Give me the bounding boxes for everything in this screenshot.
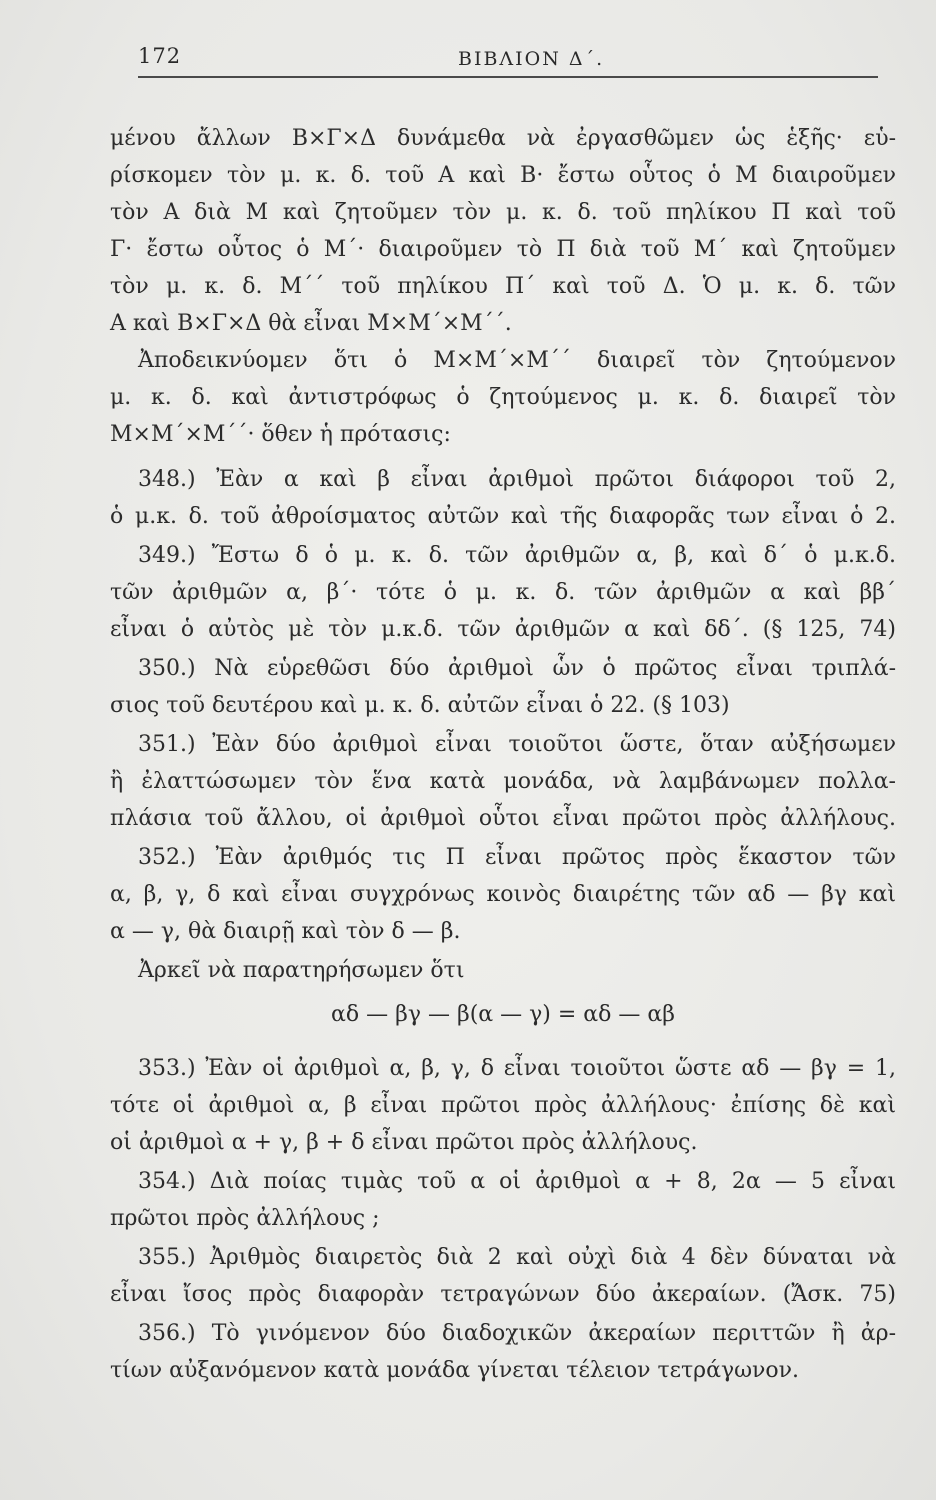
text-line: ρίσκομεν τὸν μ. κ. δ. τοῦ Α καὶ Β· ἔστω οὗτος ὁ Μ διαιροῦμεν: [110, 163, 896, 188]
exercise-353: 353.) Ἐὰν οἱ ἀριθμοὶ α, β, γ, δ εἶναι τοιοῦτοι ὥστε αδ — βγ = 1,: [138, 1056, 896, 1081]
text-line: τὸν Α διὰ Μ καὶ ζητοῦμεν τὸν μ. κ. δ. τοῦ πηλίκου Π καὶ τοῦ: [110, 200, 896, 225]
text-line: πρῶτοι πρὸς ἀλλήλους ;: [110, 1206, 380, 1231]
text-line: εἶναι ἴσος πρὸς διαφορὰν τετραγώνων δύο ἀκεραίων. (Ἄσκ. 75): [110, 1282, 896, 1307]
text-line: τότε οἱ ἀριθμοὶ α, β εἶναι πρῶτοι πρὸς ἀλλήλους· ἐπίσης δὲ καὶ: [110, 1093, 896, 1118]
exercise-350: 350.) Νὰ εὑρεθῶσι δύο ἀριθμοὶ ὧν ὁ πρῶτος εἶναι τριπλά-: [138, 656, 896, 681]
exercise-355: 355.) Ἀριθμὸς διαιρετὸς διὰ 2 καὶ οὐχὶ διὰ 4 δὲν δύναται νὰ: [138, 1245, 896, 1270]
exercise-352: 352.) Ἐὰν ἀριθμός τις Π εἶναι πρῶτος πρὸς ἕκαστον τῶν: [138, 845, 896, 870]
text-line: Ἀποδεικνύομεν ὅτι ὁ Μ×Μ΄×Μ΄΄ διαιρεῖ τὸν ζητούμενον: [138, 348, 896, 373]
text-line: σιος τοῦ δευτέρου καὶ μ. κ. δ. αὐτῶν εἶναι ὁ 22. (§ 103): [110, 693, 730, 718]
text-line: τὸν μ. κ. δ. Μ΄΄ τοῦ πηλίκου Π΄ καὶ τοῦ Δ. Ὁ μ. κ. δ. τῶν: [110, 274, 896, 299]
text-line: ὁ μ.κ. δ. τοῦ ἀθροίσματος αὐτῶν καὶ τῆς διαφορᾶς των εἶναι ὁ 2.: [110, 504, 896, 529]
text-line: εἶναι ὁ αὐτὸς μὲ τὸν μ.κ.δ. τῶν ἀριθμῶν α καὶ δδ΄. (§ 125, 74): [110, 617, 896, 642]
text-line: Γ· ἔστω οὗτος ὁ Μ΄· διαιροῦμεν τὸ Π διὰ τοῦ Μ΄ καὶ ζητοῦμεν: [110, 237, 896, 262]
exercise-351: 351.) Ἐὰν δύο ἀριθμοὶ εἶναι τοιοῦτοι ὥστε, ὅταν αὐξήσωμεν: [138, 732, 896, 757]
text-line: α, β, γ, δ καὶ εἶναι συγχρόνως κοινὸς διαιρέτης τῶν αδ — βγ καὶ: [110, 882, 896, 907]
text-line: Μ×Μ΄×Μ΄΄· ὅθεν ἡ πρότασις:: [110, 422, 451, 447]
exercise-349: 349.) Ἔστω δ ὁ μ. κ. δ. τῶν ἀριθμῶν α, β, καὶ δ΄ ὁ μ.κ.δ.: [138, 543, 896, 568]
text-line: ἢ ἐλαττώσωμεν τὸν ἕνα κατὰ μονάδα, νὰ λαμβάνωμεν πολλα-: [110, 769, 896, 794]
text-line: Ἀρκεῖ νὰ παρατηρήσωμεν ὅτι: [138, 958, 465, 983]
exercise-354: 354.) Διὰ ποίας τιμὰς τοῦ α οἱ ἀριθμοὶ α + 8, 2α — 5 εἶναι: [138, 1169, 896, 1194]
text-line: α — γ, θὰ διαιρῇ καὶ τὸν δ — β.: [110, 919, 461, 944]
equation: αδ — βγ — β(α — γ) = αδ — αβ: [331, 1002, 675, 1027]
text-line: μένου ἄλλων Β×Γ×Δ δυνάμεθα νὰ ἐργασθῶμεν ὡς ἑξῆς· εὑ-: [110, 126, 896, 151]
text-line: οἱ ἀριθμοὶ α + γ, β + δ εἶναι πρῶτοι πρὸς ἀλλήλους.: [110, 1130, 698, 1155]
text-line: τίων αὐξανόμενον κατὰ μονάδα γίνεται τέλειον τετράγωνον.: [110, 1358, 800, 1383]
exercise-356: 356.) Τὸ γινόμενον δύο διαδοχικῶν ἀκεραίων περιττῶν ἢ ἀρ-: [138, 1321, 896, 1346]
exercise-348: 348.) Ἐὰν α καὶ β εἶναι ἀριθμοὶ πρῶτοι διάφοροι τοῦ 2,: [138, 467, 896, 492]
text-line: τῶν ἀριθμῶν α, β΄· τότε ὁ μ. κ. δ. τῶν ἀριθμῶν α καὶ ββ΄: [110, 580, 896, 605]
running-head: ΒΙΒΛΙΟΝ Δ΄.: [458, 48, 605, 70]
text-line: μ. κ. δ. καὶ ἀντιστρόφως ὁ ζητούμενος μ. κ. δ. διαιρεῖ τὸν: [110, 385, 896, 410]
text-line: Α καὶ Β×Γ×Δ θὰ εἶναι Μ×Μ΄×Μ΄΄.: [110, 311, 512, 336]
text-line: πλάσια τοῦ ἄλλου, οἱ ἀριθμοὶ οὗτοι εἶναι πρῶτοι πρὸς ἀλλήλους.: [110, 806, 896, 831]
page-number: 172: [138, 44, 182, 68]
